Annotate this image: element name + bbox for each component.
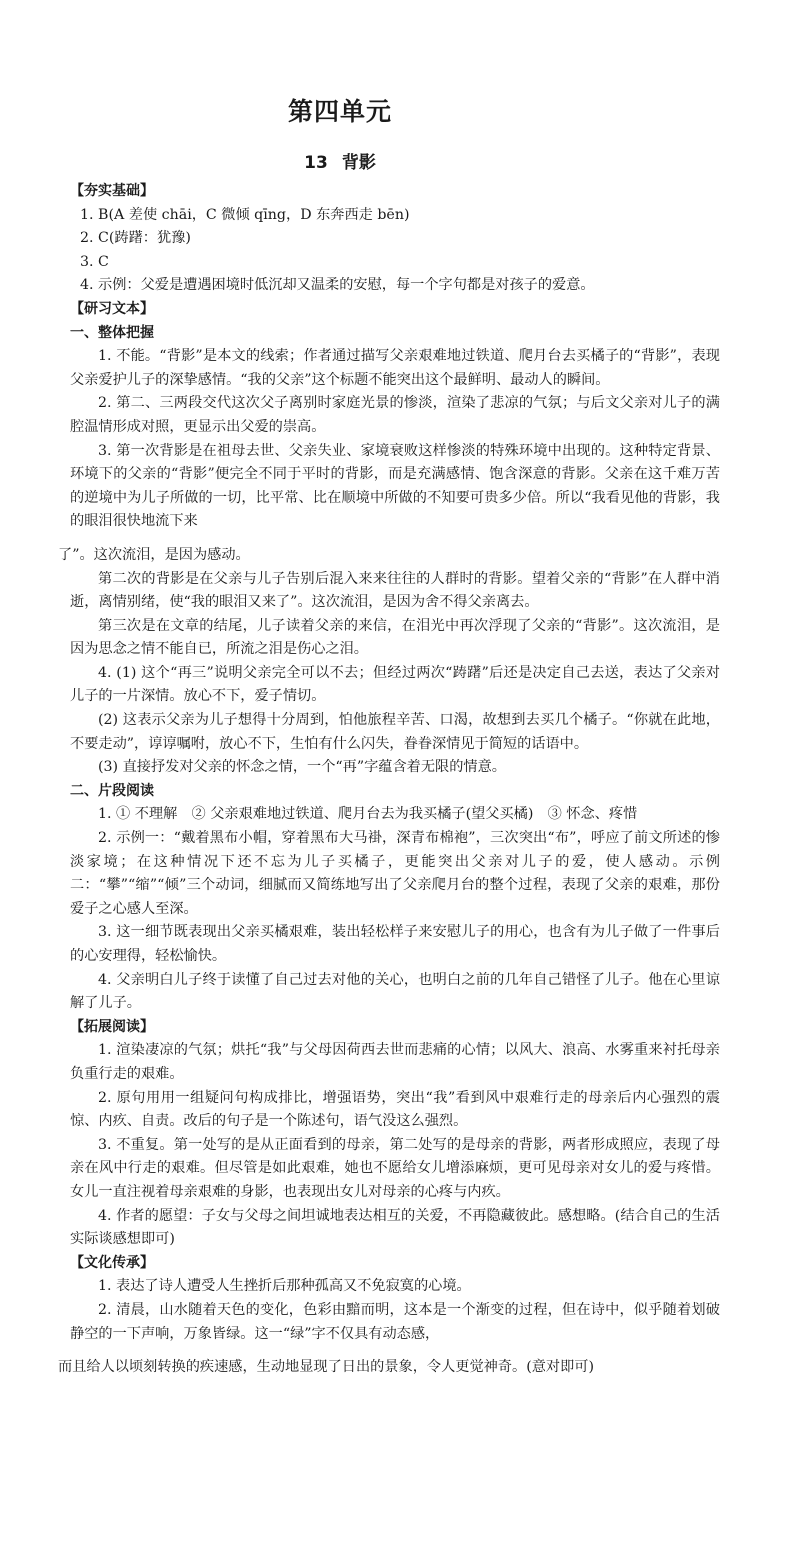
answer-paragraph: 4. 父亲明白儿子终于读懂了自己过去对他的关心，也明白之前的几年自己错怪了儿子。他在心里谅解了儿子。	[70, 971, 720, 1012]
answer-paragraph: 2. 第二、三两段交代这次父子离别时家庭光景的惨淡，渲染了悲凉的气氛；与后文父亲对儿子的满腔温情形成对照，更显示出父爱的崇高。	[70, 395, 720, 435]
lesson-title	[0, 148, 680, 173]
lesson-name: 背影	[341, 153, 376, 173]
answer-paragraph: 1. 渲染凄凉的气氛；烘托“我”与父母因荷西去世而悲痛的心情；以风大、浪高、水雾重来衬托母亲负重行走的艰难。	[70, 1042, 720, 1082]
answer-paragraph: 2. 示例一：“戴着黑布小帽，穿着黑布大马褂，深青布棉袍”，三次突出“布”，呼应了前文所述的惨淡家境；在这种情况下还不忘为儿子买橘子，更能突出父亲对儿子的爱，使人感动。示例二：“攀”“缩”“倾”三个动词，细腻而又简练地写出了父亲爬月台的整个过程，表现了父亲的艰难，那份爱子之心感人至深。	[70, 830, 720, 917]
lesson-number: 13	[304, 153, 328, 173]
section-heading-wenhua: 【文化传承】	[70, 1254, 154, 1271]
answer-paragraph: 2. 清晨，山水随着天色的变化，色彩由黯而明，这本是一个渐变的过程，但在诗中，似乎随着划破静空的一下声响，万象皆绿。这一“绿”字不仅具有动态感，	[70, 1301, 720, 1342]
answer-paragraph: 3. 第一次背影是在祖母去世、父亲失业、家境衰败这样惨淡的特殊环境中出现的。这种特定背景、环境下的父亲的“背影”便完全不同于平时的背影，而是充满感情、饱含深意的背影。父亲在这千难万苦的逆境中为儿子所做的一切，比平常、比在顺境中所做的不知要可贵多少倍。所以“我看见他的背影，我的眼泪很快地流下来	[70, 442, 720, 530]
answer-content	[58, 180, 720, 1380]
answer-paragraph: (2) 这表示父亲为儿子想得十分周到，怕他旅程辛苦、口渴，故想到去买几个橘子。“你就在此地，不要走动”，谆谆嘱咐，放心不下，生怕有什么闪失，眷眷深情见于简短的话语中。	[70, 712, 720, 752]
section-heading-hangshi: 【夯实基础】	[70, 183, 154, 199]
answer-paragraph: (3) 直接抒发对父亲的怀念之情，一个“再”字蕴含着无限的情意。	[98, 759, 506, 776]
subsection-title: 一、整体把握	[70, 324, 154, 341]
answer-item: 3. C	[80, 253, 109, 270]
unit-title: 第四单元	[287, 97, 392, 126]
section-heading-yanxi: 【研习文本】	[70, 300, 154, 317]
answer-paragraph: 1. ① 不理解 ② 父亲艰难地过铁道、爬月台去为我买橘子(望父买橘) ③ 怀念、疼惜	[98, 806, 638, 823]
answer-paragraph-continuation: 而且给人以顷刻转换的疾速感，生动地显现了日出的景象，令人更觉神奇。(意对即可)	[58, 1359, 595, 1376]
answer-item: 4. 示例：父爱是遭遇困境时低沉却又温柔的安慰，每一个字句都是对孩子的爱意。	[80, 277, 595, 294]
answer-paragraph: 3. 不重复。第一处写的是从正面看到的母亲，第二处写的是母亲的背影，两者形成照应，表现了母亲在风中行走的艰难。但尽管是如此艰难，她也不愿给女儿增添麻烦，更可见母亲对女儿的爱与疼惜。女儿一直注视着母亲艰难的身影，也表现出女儿对母亲的心疼与内疚。	[70, 1136, 720, 1200]
answer-paragraph: 1. 不能。“背影”是本文的线索；作者通过描写父亲艰难地过铁道、爬月台去买橘子的“背影”，表现父亲爱护儿子的深挚感情。“我的父亲”这个标题不能突出这个最鲜明、最动人的瞬间。	[70, 348, 720, 388]
answer-paragraph-continuation: 了”。这次流泪，是因为感动。	[58, 546, 250, 563]
section-heading-tuozhan: 【拓展阅读】	[70, 1018, 154, 1035]
answer-paragraph: 4. 作者的愿望：子女与父母之间坦诚地表达相互的关爱，不再隐藏彼此。感想略。(结合自己的生活实际谈感想即可)	[70, 1207, 720, 1248]
answer-paragraph: 3. 这一细节既表现出父亲买橘艰难，装出轻松样子来安慰儿子的用心，也含有为儿子做了一件事后的心安理得，轻松愉快。	[70, 924, 720, 964]
page-break-gap	[70, 1346, 720, 1356]
subsection-title: 二、片段阅读	[70, 782, 154, 799]
answer-paragraph: 2. 原句用用一组疑问句构成排比，增强语势，突出“我”看到风中艰难行走的母亲后内心强烈的震惊、内疚、自责。改后的句子是一个陈述句，语气没这么强烈。	[70, 1089, 720, 1130]
answer-paragraph: 第三次是在文章的结尾，儿子读着父亲的来信，在泪光中再次浮现了父亲的“背影”。这次流泪，是因为思念之情不能自已，所流之泪是伤心之泪。	[70, 617, 720, 658]
answer-paragraph: 4. (1) 这个“再三”说明父亲完全可以不去；但经过两次“踌躇”后还是决定自己去送，表达了父亲对儿子的一片深情。放心不下，爱子情切。	[70, 664, 720, 705]
answer-paragraph: 1. 表达了诗人遭受人生挫折后那种孤高又不免寂寞的心境。	[98, 1278, 471, 1295]
answer-item: 2. C(踌躇：犹豫)	[80, 230, 191, 247]
answer-item: 1. B(A 差使 chāi，C 微倾 qīng，D 东奔西走 bēn)	[80, 206, 410, 223]
page-break-gap	[70, 534, 720, 544]
answer-paragraph: 第二次的背影是在父亲与儿子告别后混入来来往往的人群时的背影。望着父亲的“背影”在人群中消逝，离情别绪，使“我的眼泪又来了”。这次流泪，是因为舍不得父亲离去。	[70, 570, 720, 611]
